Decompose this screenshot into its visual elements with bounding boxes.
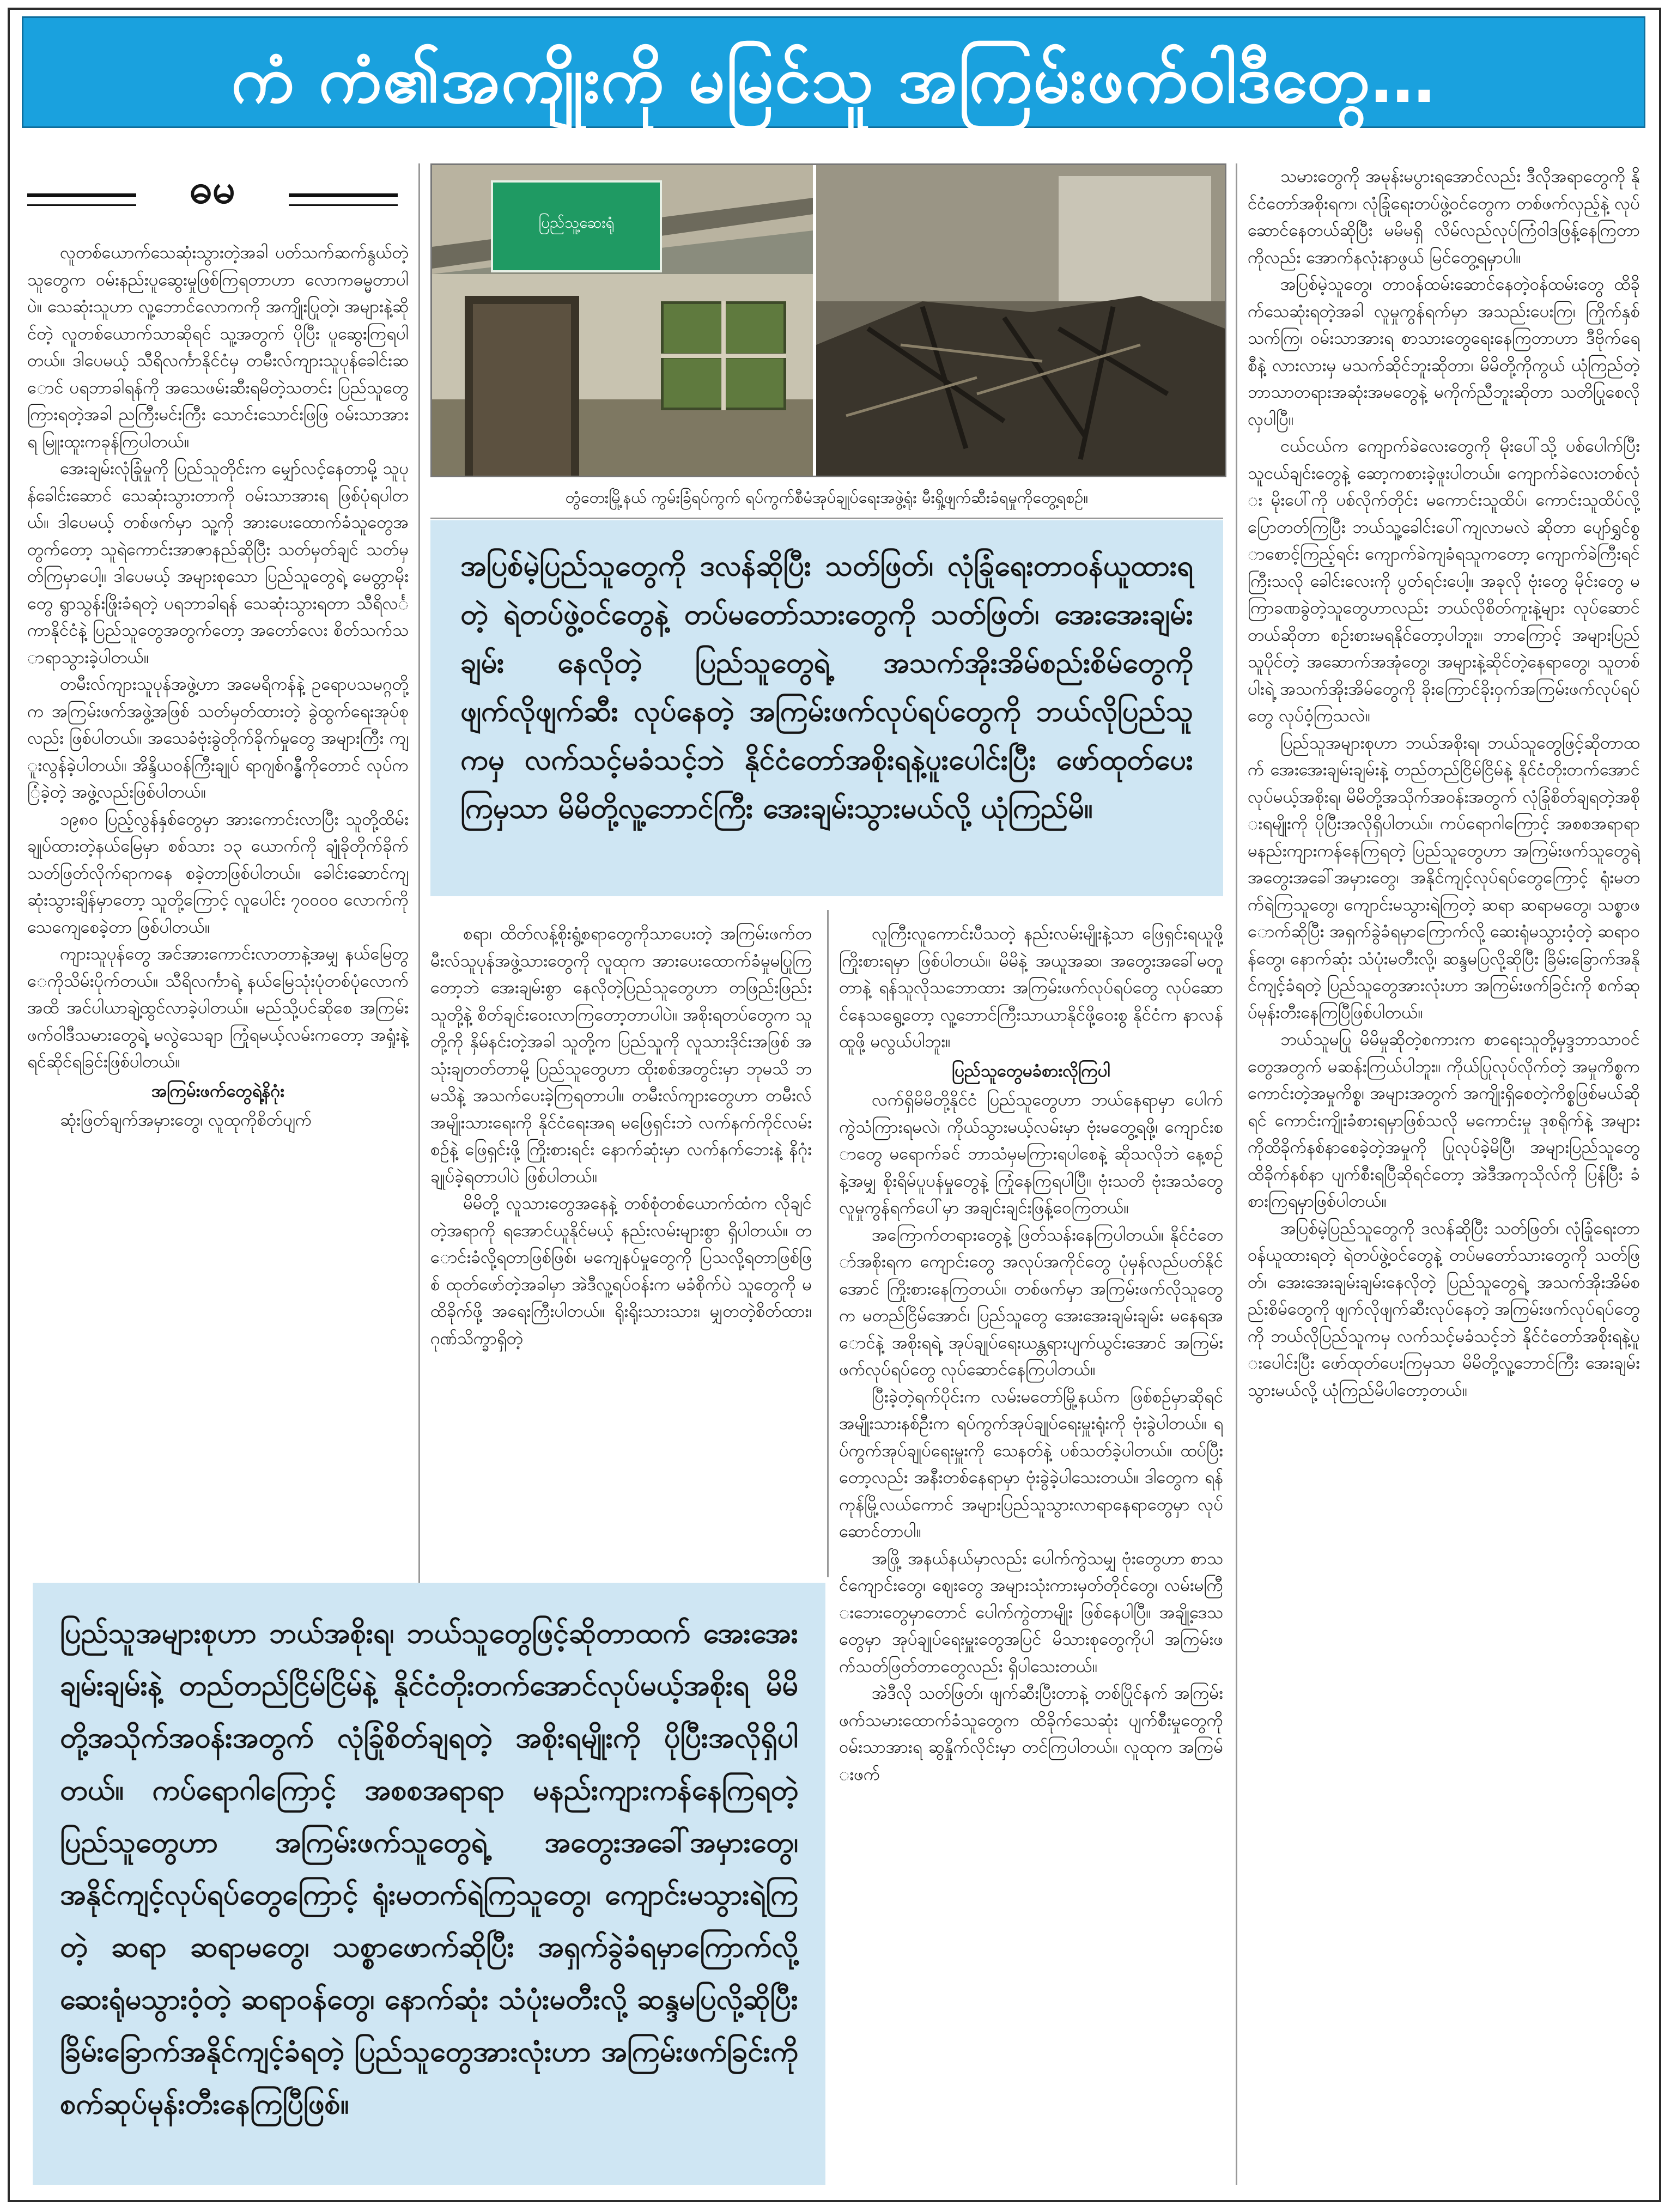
- paragraph: အဖြို့ အနယ်နယ်မှာလည်း ပေါက်ကွဲသမျှ ဗုံးတွေဟာ စာသင်ကျောင်းတွေ၊ ဈေးတွေ အများသုံးကားမှတ်တိုင်တွေ၊ လမ်းမကြီးဘေးတွေမှာတောင် ပေါက်ကွဲတာမျိုး ဖြစ်နေပါပြီ။ အချို့ဒေသတွေမှာ အုပ်ချုပ်ရေးမှူးတွေအပြင် မိသားစုတွေကိုပါ အကြမ်းဖက်သတ်ဖြတ်တာတွေလည်း ရှိပါသေးတယ်။: [839, 1548, 1223, 1676]
- paragraph: လူတစ်ယောက်သေဆုံးသွားတဲ့အခါ ပတ်သက်ဆက်နွယ်တဲ့သူတွေက ဝမ်းနည်းပူဆွေးမှုဖြစ်ကြရတာဟာ လောကဓမ္မတာပါပဲ။ သေဆုံးသူဟာ လူ့ဘောင်လောကကို အကျိုးပြုတဲ့၊ အများနဲ့ဆိုင်တဲ့ လူတစ်ယောက်သာဆိုရင် သူ့အတွက် ပိုပြီး ပူဆွေးကြရပါတယ်။ ဒါပေမယ့် သီရိလင်္ကာနိုင်ငံမှ တမီးလ်ကျားသူပုန်ခေါင်းဆောင် ပရဘာခါရန်ကို အသေဖမ်းဆီးရမိတဲ့သတင်း ပြည်သူတွေကြားရတဲ့အခါ ညကြီးမင်းကြီး သောင်းသောင်းဖြဖြ ဝမ်းသာအားရ မြူးထူးကခုန်ကြပါတယ်။: [27, 243, 409, 452]
- paragraph: လူကြီးလူကောင်းပီသတဲ့ နည်းလမ်းမျိုးနဲ့သာ ဖြေရှင်းရယူဖို့ ကြိုးစားရမှာ ဖြစ်ပါတယ်။ မိမိနဲ့ အယူအဆ၊ အတွေးအခေါ်မတူတာနဲ့ ရန်သူလိုသဘောထား အကြမ်းဖက်လုပ်ရပ်တွေ လုပ်ဆောင်နေသရွေ့တော့ လူ့ဘောင်ကြီးသာယာနိုင်ဖို့ဝေးစွ နိုင်ငံက နာလန်ထူဖို့ မလွယ်ပါဘူး။: [839, 924, 1223, 1052]
- paragraph: စရာ၊ ထိတ်လန့်စိုးရွံ့စရာတွေကိုသာပေးတဲ့ အကြမ်းဖက်တမီးလ်သူပုန်အဖွဲ့သားတွေကို လူထုက အားပေးထောက်ခံမှုမပြုကြတော့ဘဲ အေးချမ်းစွာ နေလိုတဲ့ပြည်သူတွေဟာ တဖြည်းဖြည်း သူတို့နဲ့ စိတ်ချင်းဝေးလာကြတော့တာပါပဲ။ အစိုးရတပ်တွေက သူတို့ကို နှိမ်နင်းတဲ့အခါ သူတို့က ပြည်သူကို လူသားဒိုင်းအဖြစ် အသုံးချတတ်တာမို့ ပြည်သူတွေဟာ ထိုးစစ်အတွင်းမှာ ဘုမသိ ဘမသိနဲ့ အသက်ပေးခဲ့ကြရတာပါ။ တမီးလ်ကျားတွေဟာ တမီးလ်အမျိုးသားရေးကို နိုင်ငံရေးအရ မဖြေရှင်းဘဲ လက်နက်ကိုင်လမ်းစဉ်နဲ့ ဖြေရှင်းဖို့ ကြိုးစားရင်း နောက်ဆုံးမှာ လက်နက်ဘေးနဲ့ နိဂုံးချုပ်ခဲ့ရတာပါပဲ ဖြစ်ပါတယ်။: [430, 924, 812, 1187]
- article-column-2: [430, 921, 812, 1575]
- paragraph: အပြစ်မဲ့သူတွေ၊ တာဝန်ထမ်းဆောင်နေတဲ့ဝန်ထမ်းတွေ ထိခိုက်သေဆုံးရတဲ့အခါ လူမှုကွန်ရက်မှာ အသည်းပေးကြ၊ ကြိုက်နှစ်သက်ကြ၊ ဝမ်းသာအားရ စာသားတွေရေးနေကြတာဟာ ဒီဗိုက်ရေစီနဲ့ လားလားမှ မသက်ဆိုင်ဘူးဆိုတာ၊ မိမိတို့ကိုကွယ် ယုံကြည်တဲ့ ဘာသာတရားအဆုံးအမတွေနဲ့ မကိုက်ညီဘူးဆိုတာ သတိပြုစေလိုလှပါပြီ။: [1248, 275, 1640, 429]
- headline-banner: [22, 16, 1645, 128]
- subheading: အကြမ်းဖက်တွေရဲ့နိဂုံး: [151, 1081, 285, 1101]
- paragraph: သမားတွေကို အမုန်းမပွားရအောင်လည်း ဒီလိုအရာတွေကို နိုင်ငံတော်အစိုးရက၊ လုံခြုံရေးတပ်ဖွဲ့ဝင်တွေက တစ်ဖက်လှည့်နဲ့ လုပ်ဆောင်နေတယ်ဆိုပြီး မမိမရှိ လိမ်လည်လုပ်ကြံဝါဒဖြန့်နေကြတာကိုလည်း အောက်နလုံးနာဖွယ် မြင်တွေ့ရမှာပါ။: [1248, 167, 1640, 268]
- subheading: ပြည်သူတွေမခံစားလိုကြပါ: [952, 1061, 1110, 1081]
- paragraph: အပြစ်မဲ့ပြည်သူတွေကို ဒလန်ဆိုပြီး သတ်ဖြတ်၊ လုံခြုံရေးတာဝန်ယူထားရတဲ့ ရဲတပ်ဖွဲ့ဝင်တွေနဲ့ တပ်မတော်သားတွေကို သတ်ဖြတ်၊ အေးအေးချမ်းချမ်းနေလိုတဲ့ ပြည်သူတွေရဲ့ အသက်အိုးအိမ်စည်းစိမ်တွေကို ဖျက်လိုဖျက်ဆီးလုပ်နေတဲ့ အကြမ်းဖက်လုပ်ရပ်တွေကို ဘယ်လိုပြည်သူကမှ လက်သင့်မခံသင့်ဘဲ နိုင်ငံတော်အစိုးရနဲ့ပူးပေါင်းပြီး ဖော်ထုတ်ပေးကြမှသာ မိမိတို့လူ့ဘောင်ကြီး အေးချမ်းသွားမယ်လို့ ယုံကြည်မိပါတော့တယ်။: [1248, 1218, 1640, 1400]
- paragraph: အဲဒီလို သတ်ဖြတ်၊ ဖျက်ဆီးပြီးတာနဲ့ တစ်ပြိုင်နက် အကြမ်းဖက်သမားထောက်ခံသူတွေက ထိခိုက်သေဆုံး ပျက်စီးမှုတွေကို ဝမ်းသာအားရ ဆွနှိုက်လိုင်းမှာ တင်ကြပါတယ်။ လူထုက အကြမ်းဖက်: [839, 1684, 1223, 1784]
- paragraph: လက်ရှိမိမိတို့နိုင်ငံ ပြည်သူတွေဟာ ဘယ်နေရာမှာ ပေါက်ကွဲသံကြားရမလဲ၊ ကိုယ်သွားမယ့်လမ်းမှာ ဗုံးမတွေ့ရဖို့၊ ကျောင်းစာတွေ မရောက်ခင် ဘာသံမှမကြားရပါစေနဲ့ ဆိုသလိုဘဲ နေ့စဉ်နဲ့အမျှ စိုးရိမ်ပူပန်မှုတွေနဲ့ ကြုံနေကြရပါပြီ။ ဗုံးသတိ ဗုံးအသံတွေ လူမှုကွန်ရက်ပေါ်မှာ အချင်းချင်းဖြန့်ဝေကြတယ်။: [839, 1090, 1223, 1218]
- paragraph: ၁၉၈၀ ပြည့်လွန်နှစ်တွေမှာ အားကောင်းလာပြီး သူတို့ထိမ်းချုပ်ထားတဲ့နယ်မြေမှာ စစ်သား ၁၃ ယောက်ကို ချုံခိုတိုက်ခိုက်သတ်ဖြတ်လိုက်ရာကနေ စခဲ့တာဖြစ်ပါတယ်။ ခေါင်းဆောင်ကျဆုံးသွားချိန်မှာတော့ သူတို့ကြောင့် လူပေါင်း ၇၀၀၀၀ လောက်ကို သေကျေစေခဲ့တာ ဖြစ်ပါတယ်။: [27, 809, 409, 937]
- paragraph: အေးချမ်းလုံခြုံမှုကို ပြည်သူတိုင်းက မျှော်လင့်နေတာမို့ သူပုန်ခေါင်းဆောင် သေဆုံးသွားတာကို ဝမ်းသာအားရ ဖြစ်ပုံရပါတယ်။ ဒါပေမယ့် တစ်ဖက်မှာ သူ့ကို အားပေးထောက်ခံသူတွေအတွက်တော့ သူရဲကောင်းအာဇာနည်ဆိုပြီး သတ်မှတ်ချင် သတ်မှတ်ကြမှာပေါ့။ ဒါပေမယ့် အများစုသော ပြည်သူတွေရဲ့ မေတ္တာမိုးတွေ ရွာသွန်းဖြိုးခံရတဲ့ ပရဘာခါရန် သေဆုံးသွားရတာ သီရိလင်္ကာနိုင်ငံနဲ့ ပြည်သူတွေအတွက်တော့ အတော်လေး စိတ်သက်သာရာသွားခဲ့ပါတယ်။: [27, 459, 409, 667]
- paragraph: ပြည်သူအများစုဟာ ဘယ်အစိုးရ၊ ဘယ်သူတွေဖြင့်ဆိုတာထက် အေးအေးချမ်းချမ်းနဲ့ တည်တည်ငြိမ်ငြိမ်နဲ့ နိုင်ငံတိုးတက်အောင်လုပ်မယ့်အစိုးရ၊ မိမိတို့အသိုက်အဝန်းအတွက် လုံခြုံစိတ်ချရတဲ့အစိုးရမျိုးကို ပိုပြီးအလိုရှိပါတယ်။ ကပ်ရောဂါကြောင့် အစစအရာရာ မနည်းကျားကန်နေကြရတဲ့ ပြည်သူတွေဟာ အကြမ်းဖက်သူတွေရဲ့ အတွေးအခေါ်အမှားတွေ၊ အနိုင်ကျင့်လုပ်ရပ်တွေကြောင့် ရုံးမတက်ရဲကြသူတွေ၊ ကျောင်းမသွားရဲကြတဲ့ ဆရာ ဆရာမတွေ၊ သစ္စာဖောက်ဆိုပြီး အရှက်ခွဲခံရမှာကြောက်လို့ ဆေးရုံမသွားဝံ့တဲ့ ဆရာဝန်တွေ၊ နောက်ဆုံး သံပုံးမတီးလို့၊ ဆန္ဒမပြလို့ဆိုပြီး ခြိမ်းခြောက်အနိုင်ကျင့်ခံရတဲ့ ပြည်သူတွေအားလုံးဟာ အကြမ်းဖက်ခြင်းကို စက်ဆုပ်မုန်းတီးနေကြပြီဖြစ်ပါတယ်။: [1248, 733, 1640, 1023]
- article-column-1: [27, 240, 409, 1575]
- photo-caption: တွံတေးမြို့နယ် ကွမ်းခြံရပ်ကွက် ရပ်ကွက်စီမံအုပ်ချုပ်ရေးအဖွဲ့ရုံး မီးရှို့ဖျက်ဆီးခံရမှုကိုတွေ့ရစဉ်။: [430, 479, 1223, 519]
- byline-rule-left-thin: [27, 204, 136, 206]
- paragraph: အကြောက်တရားတွေနဲ့ ဖြတ်သန်းနေကြပါတယ်။ နိုင်ငံတော်အစိုးရက ကျောင်းတွေ အလုပ်အကိုင်တွေ ပုံမှန်လည်ပတ်နိုင်အောင် ကြိုးစားနေကြတယ်။ တစ်ဖက်မှာ အကြမ်းဖက်လိုသူတွေက မတည်ငြိမ်အောင်၊ ပြည်သူတွေ အေးအေးချမ်းချမ်း မနေရအောင်နဲ့ အစိုးရရဲ့ အုပ်ချုပ်ရေးယန္တရားပျက်ယွင်းအောင် အကြမ်းဖက်လုပ်ရပ်တွေ လုပ်ဆောင်နေကြပါတယ်။: [839, 1225, 1223, 1380]
- byline: ဓမ: [190, 166, 235, 212]
- byline-rule-right: [289, 193, 398, 197]
- paragraph: ငယ်ငယ်က ကျောက်ခဲလေးတွေကို မိုးပေါ်သို့ ပစ်ပေါက်ပြီး သူငယ်ချင်းတွေနဲ့ ဆော့ကစားခဲ့ဖူးပါတယ်။ ကျောက်ခဲလေးတစ်လုံး မိုးပေါ်ကို ပစ်လိုက်တိုင်း မကောင်းသူထိပ်၊ ကောင်းသူထိပ်လို့ ပြောတတ်ကြပြီး ဘယ်သူ့ခေါင်းပေါ်ကျလာမလဲ ဆိုတာ ပျော်ရွှင်စွာစောင့်ကြည့်ရင်း ကျောက်ခဲကျခံရသူကတော့ ကျောက်ခဲကြီးရင် ကြီးသလို ခေါင်းလေးကို ပွတ်ရင်းပေါ့။ အခုလို ဗုံးတွေ မိုင်းတွေ မကြာခဏခွဲတဲ့သူတွေဟာလည်း ဘယ်လိုစိတ်ကူးနဲ့များ လုပ်ဆောင်တယ်ဆိုတာ စဉ်းစားမရနိုင်တော့ပါဘူး။ ဘာကြောင့် အများပြည်သူပိုင်တဲ့ အဆောက်အအုံတွေ၊ အများနဲ့ဆိုင်တဲ့နေရာတွေ၊ သူတစ်ပါးရဲ့ အသက်အိုးအိမ်တွေကို ခိုးကြောင်ခိုးဝှက်အကြမ်းဖက်လုပ်ရပ်တွေ လုပ်ဝံ့ကြသလဲ။: [1248, 436, 1640, 726]
- byline-rule-left: [27, 193, 136, 197]
- paragraph: ကျားသူပုန်တွေ အင်အားကောင်းလာတာနဲ့အမျှ နယ်မြေတွေကိုသိမ်းပိုက်တယ်။ သီရိလင်္ကာရဲ့ နယ်မြေသုံးပုံတစ်ပုံလောက်အထိ အင်ပါယာချဲ့ထွင်လာခဲ့ပါတယ်။ မည်သို့ပင်ဆိုစေ အကြမ်းဖက်ဝါဒီသမားတွေရဲ့ မလွဲသေချာ ကြုံရမယ့်လမ်းကတော့ အရှုံးနဲ့ ရင်ဆိုင်ရခြင်းဖြစ်ပါတယ်။: [27, 944, 409, 1072]
- pull-quote-top: အပြစ်မဲ့ပြည်သူတွေကို ဒလန်ဆိုပြီး သတ်ဖြတ်၊ လုံခြုံရေးတာဝန်ယူထားရတဲ့ ရဲတပ်ဖွဲ့ဝင်တွေနဲ့ တပ်မတော်သားတွေကို သတ်ဖြတ်၊ အေးအေးချမ်းချမ်း နေလိုတဲ့ ပြည်သူတွေရဲ့ အသက်အိုးအိမ်စည်းစိမ်တွေကို ဖျက်လိုဖျက်ဆီး လုပ်နေတဲ့ အကြမ်းဖက်လုပ်ရပ်တွေကို ဘယ်လိုပြည်သူကမှ လက်သင့်မခံသင့်ဘဲ နိုင်ငံတော်အစိုးရနဲ့ပူးပေါင်းပြီး ဖော်ထုတ်ပေးကြမှသာ မိမိတို့လူ့ဘောင်ကြီး အေးချမ်းသွားမယ်လို့ ယုံကြည်မိ။: [430, 520, 1223, 896]
- column-divider: [827, 910, 829, 1577]
- news-photo: [430, 163, 1226, 477]
- paragraph: ပြီးခဲ့တဲ့ရက်ပိုင်းက လမ်းမတော်မြို့နယ်က ဖြစ်စဉ်မှာဆိုရင် အမျိုးသားနစ်ဦးက ရပ်ကွက်အုပ်ချုပ်ရေးမှူးရုံးကို ဗုံးခွဲပါတယ်။ ရပ်ကွက်အုပ်ချုပ်ရေးမှူးကို သေနတ်နဲ့ ပစ်သတ်ခဲ့ပါတယ်။ ထပ်ပြီးတော့လည်း အနီးတစ်နေရာမှာ ဗုံးခွဲခဲ့ပါသေးတယ်။ ဒါတွေက ရန်ကုန်မြို့လယ်ကောင် အများပြည်သူသွားလာရာနေရာတွေမှာ လုပ်ဆောင်တာပါ။: [839, 1387, 1223, 1541]
- paragraph: မိမိတို့ လူသားတွေအနေနဲ့ တစ်စုံတစ်ယောက်ထံက လိုချင်တဲ့အရာကို ရအောင်ယူနိုင်မယ့် နည်းလမ်းများစွာ ရှိပါတယ်။ တောင်းခံလို့ရတာဖြစ်ဖြစ်၊ မကျေနပ်မှုတွေကို ပြသလို့ရတာဖြစ်ဖြစ် ထုတ်ဖော်တဲ့အခါမှာ အဲဒီလူ့ရပ်ဝန်းက မခံစိုက်ပဲ သူတွေကို မထိခိုက်ဖို့ အရေးကြီးပါတယ်။ ရိုးရိုးသားသား၊ မျှတတဲ့စိတ်ထား၊ ဂုဏ်သိက္ခာရှိတဲ့: [430, 1194, 812, 1348]
- paragraph: တမီးလ်ကျားသူပုန်အဖွဲ့ဟာ အမေရိကန်နဲ့ ဥရောပသမဂ္ဂတို့က အကြမ်းဖက်အဖွဲ့အဖြစ် သတ်မှတ်ထားတဲ့ ခွဲထွက်ရေးအုပ်စုလည်း ဖြစ်ပါတယ်။ အသေခံဗုံးခွဲတိုက်ခိုက်မှုတွေ အများကြီး ကျူးလွန်ခဲ့ပါတယ်။ အိန္ဒိယဝန်ကြီးချုပ် ရာဂျစ်ဂန္ဓီကိုတောင် လုပ်ကြံခဲ့တဲ့ အဖွဲ့လည်းဖြစ်ပါတယ်။: [27, 674, 409, 802]
- pull-quote-bottom: ပြည်သူအများစုဟာ ဘယ်အစိုးရ၊ ဘယ်သူတွေဖြင့်ဆိုတာထက် အေးအေးချမ်းချမ်းနဲ့ တည်တည်ငြိမ်ငြိမ်နဲ့ နိုင်ငံတိုးတက်အောင်လုပ်မယ့်အစိုးရ မိမိတို့အသိုက်အဝန်းအတွက် လုံခြုံစိတ်ချရတဲ့ အစိုးရမျိုးကို ပိုပြီးအလိုရှိပါတယ်။ ကပ်ရောဂါကြောင့် အစစအရာရာ မနည်းကျားကန်နေကြရတဲ့ ပြည်သူတွေဟာ အကြမ်းဖက်သူတွေရဲ့ အတွေးအခေါ်အမှားတွေ၊ အနိုင်ကျင့်လုပ်ရပ်တွေကြောင့် ရုံးမတက်ရဲကြသူတွေ၊ ကျောင်းမသွားရဲကြတဲ့ ဆရာ ဆရာမတွေ၊ သစ္စာဖောက်ဆိုပြီး အရှက်ခွဲခံရမှာကြောက်လို့ ဆေးရုံမသွားဝံ့တဲ့ ဆရာဝန်တွေ၊ နောက်ဆုံး သံပုံးမတီးလို့ ဆန္ဒမပြလို့ဆိုပြီး ခြိမ်းခြောက်အနိုင်ကျင့်ခံရတဲ့ ပြည်သူတွေအားလုံးဟာ အကြမ်းဖက်ခြင်းကို စက်ဆုပ်မုန်းတီးနေကြပြီဖြစ်။: [33, 1583, 825, 2185]
- article-column-3: [839, 921, 1223, 2190]
- paragraph: ဆုံးဖြတ်ချက်အမှားတွေ၊ လူထုကိုစိတ်ပျက်: [60, 1110, 312, 1130]
- paragraph: ဘယ်သူမပြု မိမိမှုဆိုတဲ့စကားက စာရေးသူတို့မှဒ္ဒဘာသာဝင်တွေအတွက် မဆန်းကြယ်ပါဘူး။ ကိုယ်ပြုလုပ်လိုက်တဲ့ အမှုကိစ္စက ကောင်းတဲ့အမှုကိစ္စ၊ အများအတွက် အကျိုးရှိစေတဲ့ကိစ္စဖြစ်မယ်ဆိုရင် ကောင်းကျိုးခံစားရမှာဖြစ်သလို မကောင်းမှု ဒုစရိုက်နဲ့ အများကိုထိခိုက်နစ်နာစေခဲ့တဲ့အမှုကို ပြုလုပ်ခဲ့မိပြီ၊ အများပြည်သူတွေ ထိခိုက်နစ်နာ ပျက်စီးရပြီဆိုရင်တော့ အဲဒီအကုသိုလ်ကို ပြန်ပြီး ခံစားကြရမှာဖြစ်ပါတယ်။: [1248, 1030, 1640, 1211]
- photo-illustration: [432, 165, 1225, 476]
- sign-text: ပြည်သူ့ဆေးရုံ: [538, 214, 615, 232]
- article-column-4: [1248, 163, 1640, 2190]
- headline: ကံ ကံ၏အကျိုးကို မမြင်သူ အကြမ်းဖက်ဝါဒီတွေ…: [231, 42, 1436, 117]
- column-divider: [1236, 163, 1237, 2185]
- byline-rule-right-thin: [289, 204, 398, 206]
